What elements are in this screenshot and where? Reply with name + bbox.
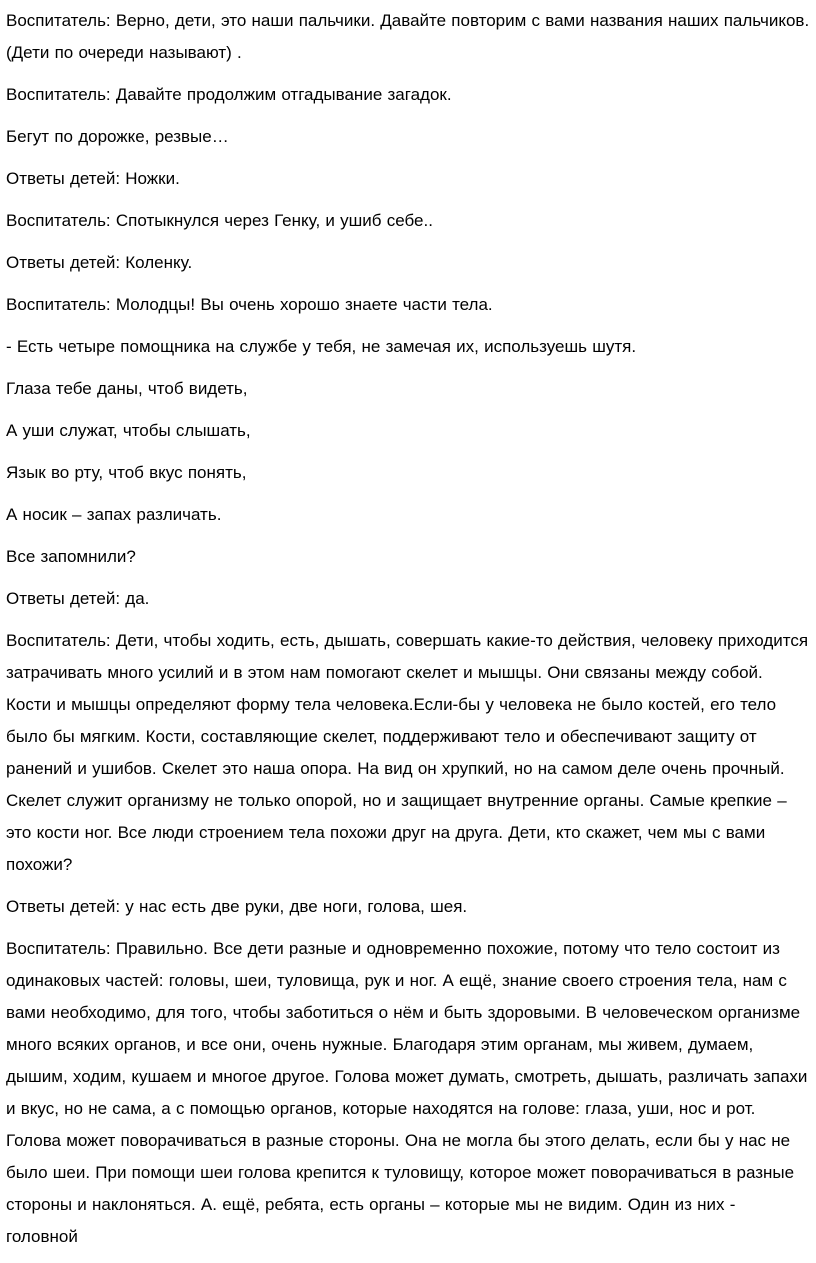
paragraph-question-remember: Все запомнили?: [6, 547, 136, 566]
paragraph-poem-line-ears: А уши служат, чтобы слышать,: [6, 421, 251, 440]
paragraph-children-answer-body-parts: Ответы детей: у нас есть две руки, две ноги, голова, шея.: [6, 897, 468, 916]
paragraph-poem-intro: - Есть четыре помощника на службе у тебя, не замечая их, используешь шутя.: [6, 337, 637, 356]
paragraph-poem-line-tongue: Язык во рту, чтоб вкус понять,: [6, 463, 247, 482]
paragraph-poem-line-eyes: Глаза тебе даны, чтоб видеть,: [6, 379, 248, 398]
paragraph-teacher-praise: Воспитатель: Молодцы! Вы очень хорошо знаете части тела.: [6, 295, 493, 314]
paragraph-children-answer-legs: Ответы детей: Ножки.: [6, 169, 180, 188]
paragraph-poem-line-nose: А носик – запах различать.: [6, 505, 222, 524]
paragraph-riddle-legs: Бегут по дорожке, резвые…: [6, 127, 229, 146]
paragraph-riddle-knee: Воспитатель: Спотыкнулся через Генку, и ушиб себе..: [6, 211, 433, 230]
paragraph-teacher-skeleton: Воспитатель: Дети, чтобы ходить, есть, дышать, совершать какие-то действия, человеку приходится затрачивать много усилий и в этом нам помогают скелет и мышцы. Они связаны между собой. Кости и мышцы определяют форму тела человека.Если-бы у человека не было костей, его тело было бы мягким. Кости, составляющие скелет, поддерживают тело и обеспечивают защиту от ранений и ушибов. Скелет это наша опора. На вид он хрупкий, но на самом деле очень прочный. Скелет служит организму не только опорой, но и защищает внутренние органы. Самые крепкие – это кости ног. Все люди строением тела похожи друг на друга. Дети, кто скажет, чем мы с вами похожи?: [6, 631, 809, 874]
paragraph-teacher-fingers: Воспитатель: Верно, дети, это наши пальчики. Давайте повторим с вами названия наших пальчиков. (Дети по очереди называют) .: [6, 11, 810, 62]
paragraph-children-answer-knee: Ответы детей: Коленку.: [6, 253, 193, 272]
paragraph-teacher-riddles: Воспитатель: Давайте продолжим отгадывание загадок.: [6, 85, 452, 104]
paragraph-children-answer-yes: Ответы детей: да.: [6, 589, 150, 608]
paragraph-teacher-body-structure: Воспитатель: Правильно. Все дети разные и одновременно похожие, потому что тело состоит из одинаковых частей: головы, шеи, туловища, рук и ног. А ещё, знание своего строения тела, нам с вами необходимо, для того, чтобы заботиться о нём и быть здоровыми. В человеческом организме много всяких органов, и все они, очень нужные. Благодаря этим органам, мы живем, думаем, дышим, ходим, кушаем и многое другое. Голова может думать, смотреть, дышать, различать запахи и вкус, но не сама, а с помощью органов, которые находятся на голове: глаза, уши, нос и рот. Голова может поворачиваться в разные стороны. Она не могла бы этого делать, если бы у нас не было шеи. При помощи шеи голова крепится к туловищу, которое может поворачиваться в разные стороны и наклоняться. А. ещё, ребята, есть органы – которые мы не видим. Один из них - головной: [6, 939, 808, 1246]
